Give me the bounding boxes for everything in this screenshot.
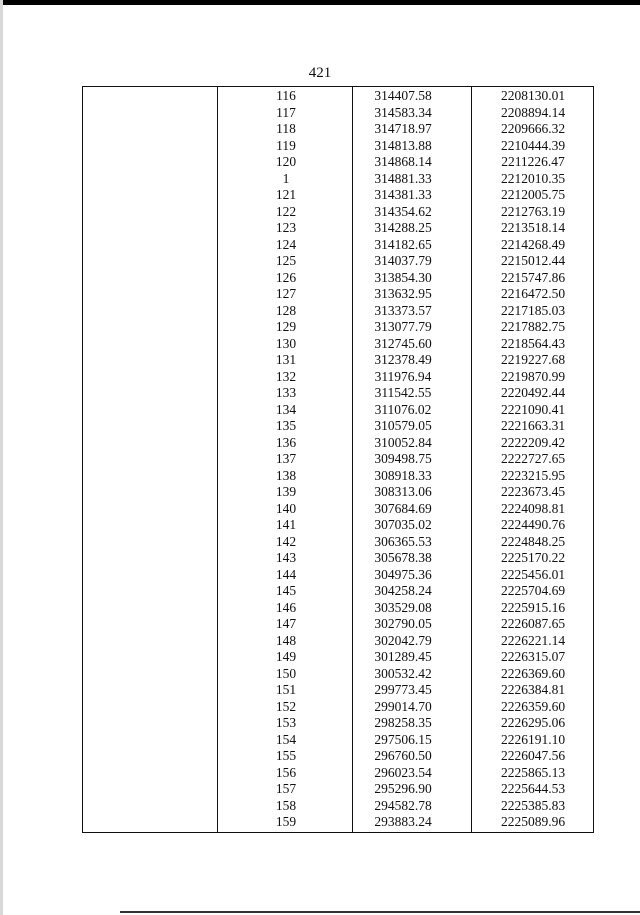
point-number-cell: 122 [275,203,297,219]
table-row [83,385,595,402]
point-number-cell: 124 [275,236,297,252]
y-coordinate-cell: 2226369.60 [500,665,566,681]
y-coordinate-cell: 2226221.14 [500,632,566,648]
x-coordinate-cell: 304258.24 [374,583,432,598]
point-number-cell: 125 [275,253,297,268]
table-row [83,699,595,716]
y-coordinate-cell: 2226315.07 [500,649,566,664]
x-coordinate-cell: 297506.15 [374,731,432,747]
scan-left-edge [0,0,3,915]
page-number: 421 [308,65,332,81]
table-row [83,765,595,782]
x-coordinate-cell: 307684.69 [374,500,432,516]
point-number-cell: 117 [276,104,296,120]
table-row [83,501,595,518]
x-coordinate-cell: 314813.88 [374,137,432,153]
table-row [83,567,595,584]
x-coordinate-cell: 295296.90 [374,781,432,796]
point-number-cell: 136 [275,434,297,450]
x-coordinate-cell: 311076.02 [374,401,432,417]
table-row [83,253,595,270]
y-coordinate-cell: 2222727.65 [500,451,566,466]
table-row [83,468,595,485]
table-body [83,88,595,831]
point-number-cell: 151 [275,682,297,697]
point-number-cell: 138 [275,467,297,483]
x-coordinate-cell: 304975.36 [374,566,432,582]
point-number-cell: 146 [275,599,297,615]
y-coordinate-cell: 2216472.50 [500,286,566,301]
table-row [83,121,595,138]
x-coordinate-cell: 301289.45 [374,649,432,664]
x-coordinate-cell: 302042.79 [374,632,432,648]
point-number-cell: 143 [275,550,297,565]
y-coordinate-cell: 2208130.01 [500,88,566,103]
point-number-cell: 121 [275,187,297,202]
y-coordinate-cell: 2217185.03 [500,302,566,318]
x-coordinate-cell: 314381.33 [374,187,432,202]
table-row [83,369,595,386]
y-coordinate-cell: 2219870.99 [500,368,566,384]
y-coordinate-cell: 2220492.44 [500,385,566,400]
x-coordinate-cell: 298258.35 [374,715,432,730]
y-coordinate-cell: 2224848.25 [500,533,566,549]
table-row [83,633,595,650]
y-coordinate-cell: 2211226.47 [501,154,565,169]
x-coordinate-cell: 314354.62 [374,203,432,219]
table-row [83,220,595,237]
point-number-cell: 1 [282,170,290,186]
point-number-cell: 126 [275,269,297,285]
x-coordinate-cell: 311542.55 [374,385,432,400]
point-number-cell: 129 [275,319,297,334]
x-coordinate-cell: 308918.33 [374,467,432,483]
table-row [83,715,595,732]
y-coordinate-cell: 2225385.83 [500,797,566,813]
table-row [83,319,595,336]
table-row [83,418,595,435]
x-coordinate-cell: 313854.30 [374,269,432,285]
point-number-cell: 116 [276,88,296,103]
point-number-cell: 148 [275,632,297,648]
x-coordinate-cell: 314407.58 [374,88,432,103]
y-coordinate-cell: 2226384.81 [500,682,566,697]
y-coordinate-cell: 2212005.75 [500,187,566,202]
point-number-cell: 144 [275,566,297,582]
table-row [83,798,595,815]
point-number-cell: 149 [275,649,297,664]
point-number-cell: 131 [275,352,297,367]
x-coordinate-cell: 293883.24 [374,814,432,829]
point-number-cell: 137 [275,451,297,466]
x-coordinate-cell: 314288.25 [374,220,432,235]
point-number-cell: 158 [275,797,297,813]
y-coordinate-cell: 2226295.06 [500,715,566,730]
table-row [83,550,595,567]
point-number-cell: 145 [275,583,297,598]
y-coordinate-cell: 2225644.53 [500,781,566,796]
y-coordinate-cell: 2225089.96 [500,814,566,829]
point-number-cell: 156 [275,764,297,780]
y-coordinate-cell: 2223215.95 [500,467,566,483]
point-number-cell: 155 [275,748,297,763]
point-number-cell: 142 [275,533,297,549]
table-row [83,435,595,452]
y-coordinate-cell: 2210444.39 [500,137,566,153]
table-row [83,286,595,303]
x-coordinate-cell: 294582.78 [374,797,432,813]
x-coordinate-cell: 313077.79 [374,319,432,334]
y-coordinate-cell: 2226047.56 [500,748,566,763]
table-row [83,187,595,204]
point-number-cell: 128 [275,302,297,318]
table-row [83,616,595,633]
table-row [83,336,595,353]
table-row [83,105,595,122]
y-coordinate-cell: 2224490.76 [500,517,566,532]
y-coordinate-cell: 2208894.14 [500,104,566,120]
y-coordinate-cell: 2212763.19 [500,203,566,219]
table-row [83,814,595,831]
x-coordinate-cell: 313632.95 [374,286,432,301]
point-number-cell: 119 [276,137,296,153]
y-coordinate-cell: 2221090.41 [500,401,566,417]
x-coordinate-cell: 302790.05 [374,616,432,631]
y-coordinate-cell: 2225704.69 [500,583,566,598]
coordinate-table [82,86,594,833]
point-number-cell: 139 [275,484,297,499]
x-coordinate-cell: 312378.49 [374,352,432,367]
point-number-cell: 154 [275,731,297,747]
table-row [83,517,595,534]
point-number-cell: 153 [275,715,297,730]
y-coordinate-cell: 2224098.81 [500,500,566,516]
x-coordinate-cell: 308313.06 [374,484,432,499]
table-row [83,303,595,320]
table-row [83,270,595,287]
x-coordinate-cell: 314868.14 [374,154,432,169]
table-row [83,583,595,600]
x-coordinate-cell: 310579.05 [374,418,432,433]
x-coordinate-cell: 299014.70 [374,698,432,714]
point-number-cell: 127 [275,286,297,301]
table-row [83,451,595,468]
table-row [83,237,595,254]
y-coordinate-cell: 2226191.10 [500,731,566,747]
x-coordinate-cell: 300532.42 [374,665,432,681]
table-row [83,666,595,683]
point-number-cell: 147 [275,616,297,631]
point-number-cell: 152 [275,698,297,714]
y-coordinate-cell: 2212010.35 [500,170,566,186]
y-coordinate-cell: 2218564.43 [500,335,566,351]
table-row [83,402,595,419]
y-coordinate-cell: 2226359.60 [500,698,566,714]
x-coordinate-cell: 314037.79 [374,253,432,268]
x-coordinate-cell: 310052.84 [374,434,432,450]
x-coordinate-cell: 314583.34 [374,104,432,120]
y-coordinate-cell: 2217882.75 [500,319,566,334]
y-coordinate-cell: 2223673.45 [500,484,566,499]
y-coordinate-cell: 2222209.42 [500,434,566,450]
x-coordinate-cell: 314718.97 [374,121,432,136]
x-coordinate-cell: 303529.08 [374,599,432,615]
x-coordinate-cell: 309498.75 [374,451,432,466]
x-coordinate-cell: 312745.60 [374,335,432,351]
scan-top-edge [0,0,640,5]
table-row [83,484,595,501]
point-number-cell: 141 [275,517,297,532]
table-row [83,154,595,171]
y-coordinate-cell: 2225865.13 [500,764,566,780]
y-coordinate-cell: 2226087.65 [500,616,566,631]
table-row [83,748,595,765]
table-row [83,171,595,188]
y-coordinate-cell: 2225915.16 [500,599,566,615]
point-number-cell: 120 [275,154,297,169]
table-row [83,781,595,798]
y-coordinate-cell: 2215012.44 [500,253,566,268]
x-coordinate-cell: 305678.38 [374,550,432,565]
table-row [83,204,595,221]
table-row [83,732,595,749]
x-coordinate-cell: 296760.50 [374,748,432,763]
x-coordinate-cell: 299773.45 [374,682,432,697]
table-row [83,88,595,105]
x-coordinate-cell: 296023.54 [374,764,432,780]
bottom-rule [120,911,640,913]
x-coordinate-cell: 314182.65 [374,236,432,252]
table-row [83,352,595,369]
x-coordinate-cell: 306365.53 [374,533,432,549]
point-number-cell: 157 [275,781,297,796]
y-coordinate-cell: 2225456.01 [500,566,566,582]
point-number-cell: 150 [275,665,297,681]
table-row [83,534,595,551]
table-row [83,138,595,155]
table-row [83,682,595,699]
point-number-cell: 133 [275,385,297,400]
point-number-cell: 140 [275,500,297,516]
point-number-cell: 130 [275,335,297,351]
y-coordinate-cell: 2215747.86 [500,269,566,285]
x-coordinate-cell: 307035.02 [374,517,432,532]
y-coordinate-cell: 2209666.32 [500,121,566,136]
y-coordinate-cell: 2219227.68 [500,352,566,367]
point-number-cell: 135 [275,418,297,433]
y-coordinate-cell: 2214268.49 [500,236,566,252]
point-number-cell: 118 [276,121,296,136]
point-number-cell: 132 [275,368,297,384]
x-coordinate-cell: 311976.94 [374,368,432,384]
point-number-cell: 159 [275,814,297,829]
x-coordinate-cell: 314881.33 [374,170,432,186]
y-coordinate-cell: 2213518.14 [500,220,566,235]
point-number-cell: 123 [275,220,297,235]
y-coordinate-cell: 2221663.31 [500,418,566,433]
table-row [83,600,595,617]
point-number-cell: 134 [275,401,297,417]
x-coordinate-cell: 313373.57 [374,302,432,318]
table-row [83,649,595,666]
y-coordinate-cell: 2225170.22 [500,550,566,565]
